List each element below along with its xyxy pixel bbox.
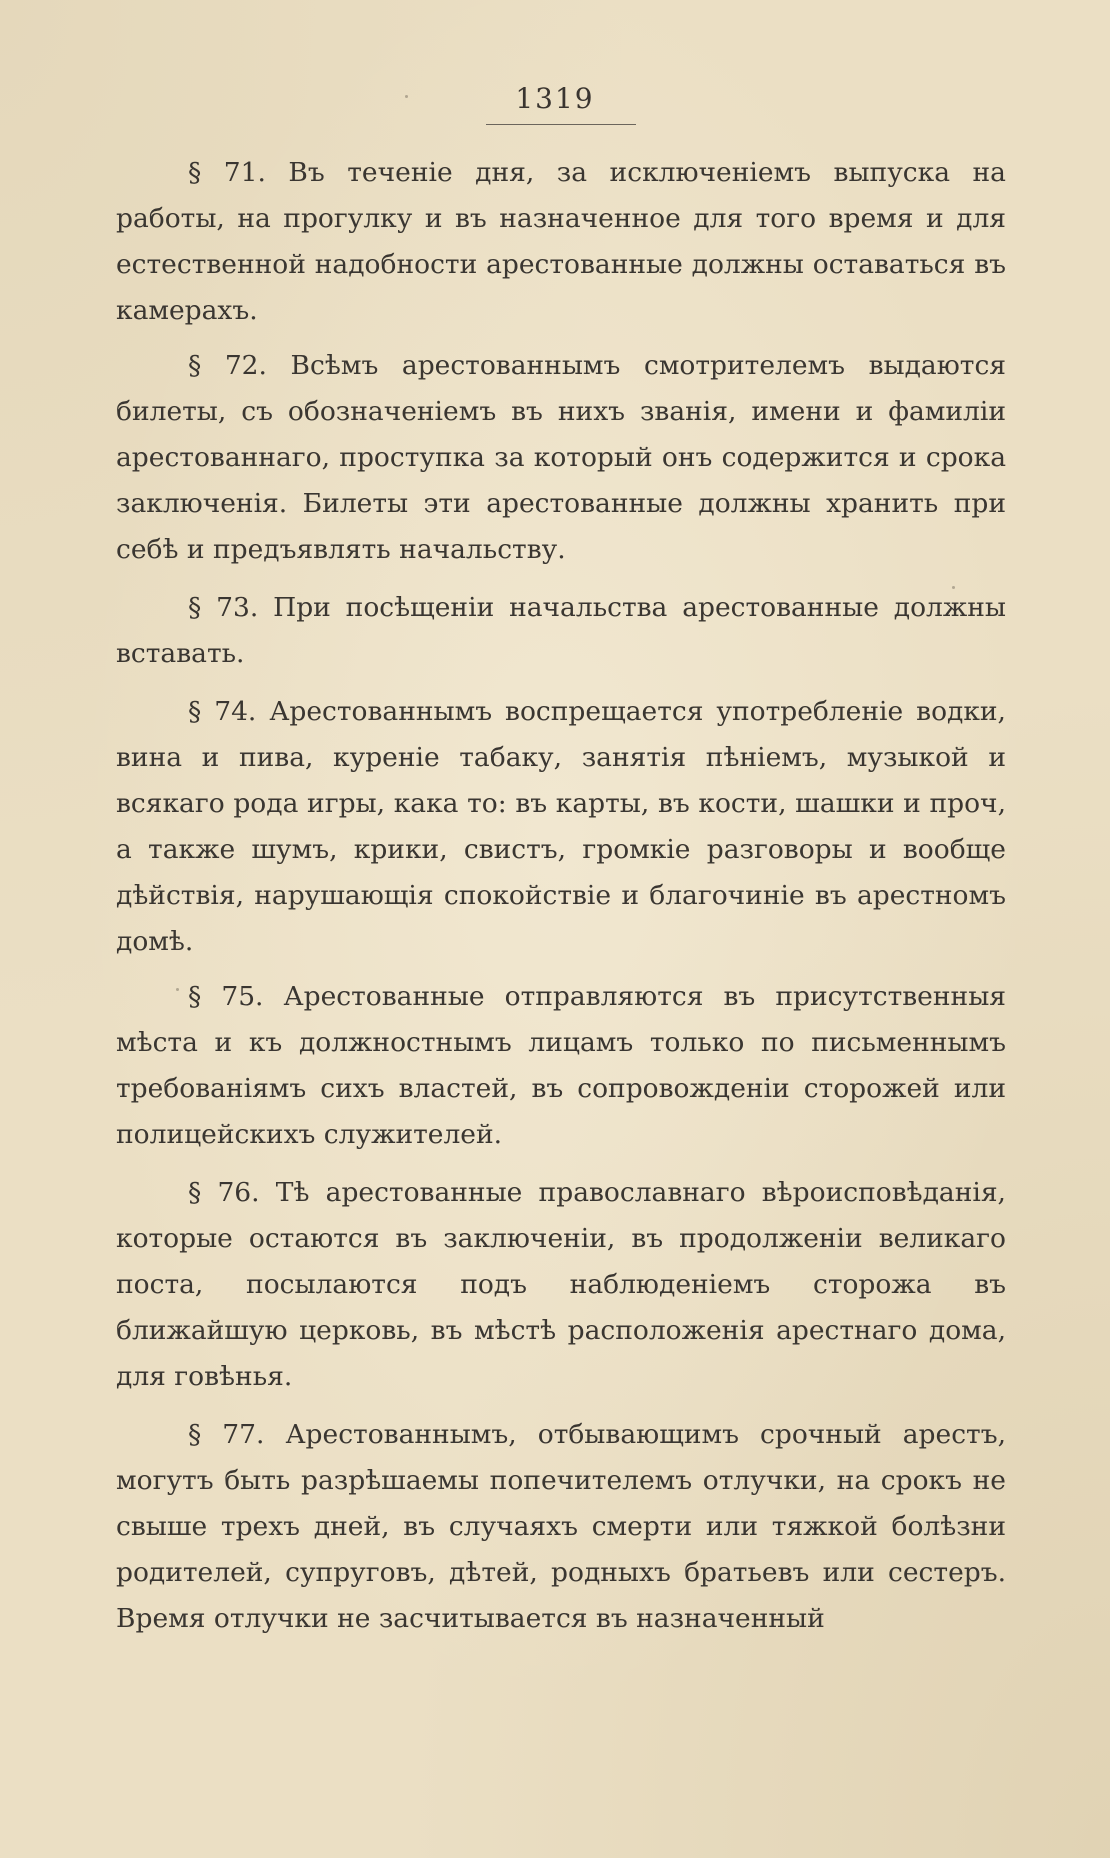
- paragraph-71: § 71. Въ теченіе дня, за исключеніемъ выпуска на работы, на прогулку и въ назначенное для того время и для естественной надобности арестованные должны оставаться въ камерахъ.: [116, 157, 1006, 326]
- paragraph-72: § 72. Всѣмъ арестованнымъ смотрителемъ выдаются билеты, съ обозначеніемъ въ нихъ званія, имени и фамиліи арестованнаго, проступка за который онъ содержится и срока заключенія. Билеты эти арестованные должны хранить при себѣ и предъявлять начальству.: [116, 350, 1006, 565]
- paragraph-73: § 73. При посѣщеніи начальства арестованные должны вставать.: [116, 592, 1006, 669]
- paragraph-75: § 75. Арестованные отправляются въ присутственныя мѣста и къ должностнымъ лицамъ только по письменнымъ требованіямъ сихъ властей, въ сопровожденіи сторожей или полицейскихъ служителей.: [116, 981, 1006, 1150]
- paper-speck: [176, 988, 179, 991]
- paper-speck: [405, 95, 408, 98]
- paragraph-76: § 76. Тѣ арестованные православнаго вѣроисповѣданія, которые остаются въ заключеніи, въ продолженіи великаго поста, посылаются подъ наблюденіемъ сторожа въ ближайшую церковь, въ мѣстѣ расположенія арестнаго дома, для говѣнья.: [116, 1177, 1006, 1392]
- paragraph-74: § 74. Арестованнымъ воспрещается употребленіе водки, вина и пива, куреніе табаку, занятія пѣніемъ, музыкой и всякаго рода игры, кака то: въ карты, въ кости, шашки и проч, а также шумъ, крики, свистъ, громкіе разговоры и вообще дѣйствія, нарушающія спокойствіе и благочиніе въ арестномъ домѣ.: [116, 696, 1006, 957]
- page-number: 1319: [515, 82, 595, 115]
- paragraph-77: § 77. Арестованнымъ, отбывающимъ срочный арестъ, могутъ быть разрѣшаемы попечителемъ отлучки, на срокъ не свыше трехъ дней, въ случаяхъ смерти или тяжкой болѣзни родителей, супруговъ, дѣтей, родныхъ братьевъ или сестеръ. Время отлучки не засчитывается въ назначенный: [116, 1419, 1006, 1634]
- paper-speck: [952, 586, 955, 589]
- body-text: [116, 150, 1006, 1642]
- header-rule: [486, 124, 636, 125]
